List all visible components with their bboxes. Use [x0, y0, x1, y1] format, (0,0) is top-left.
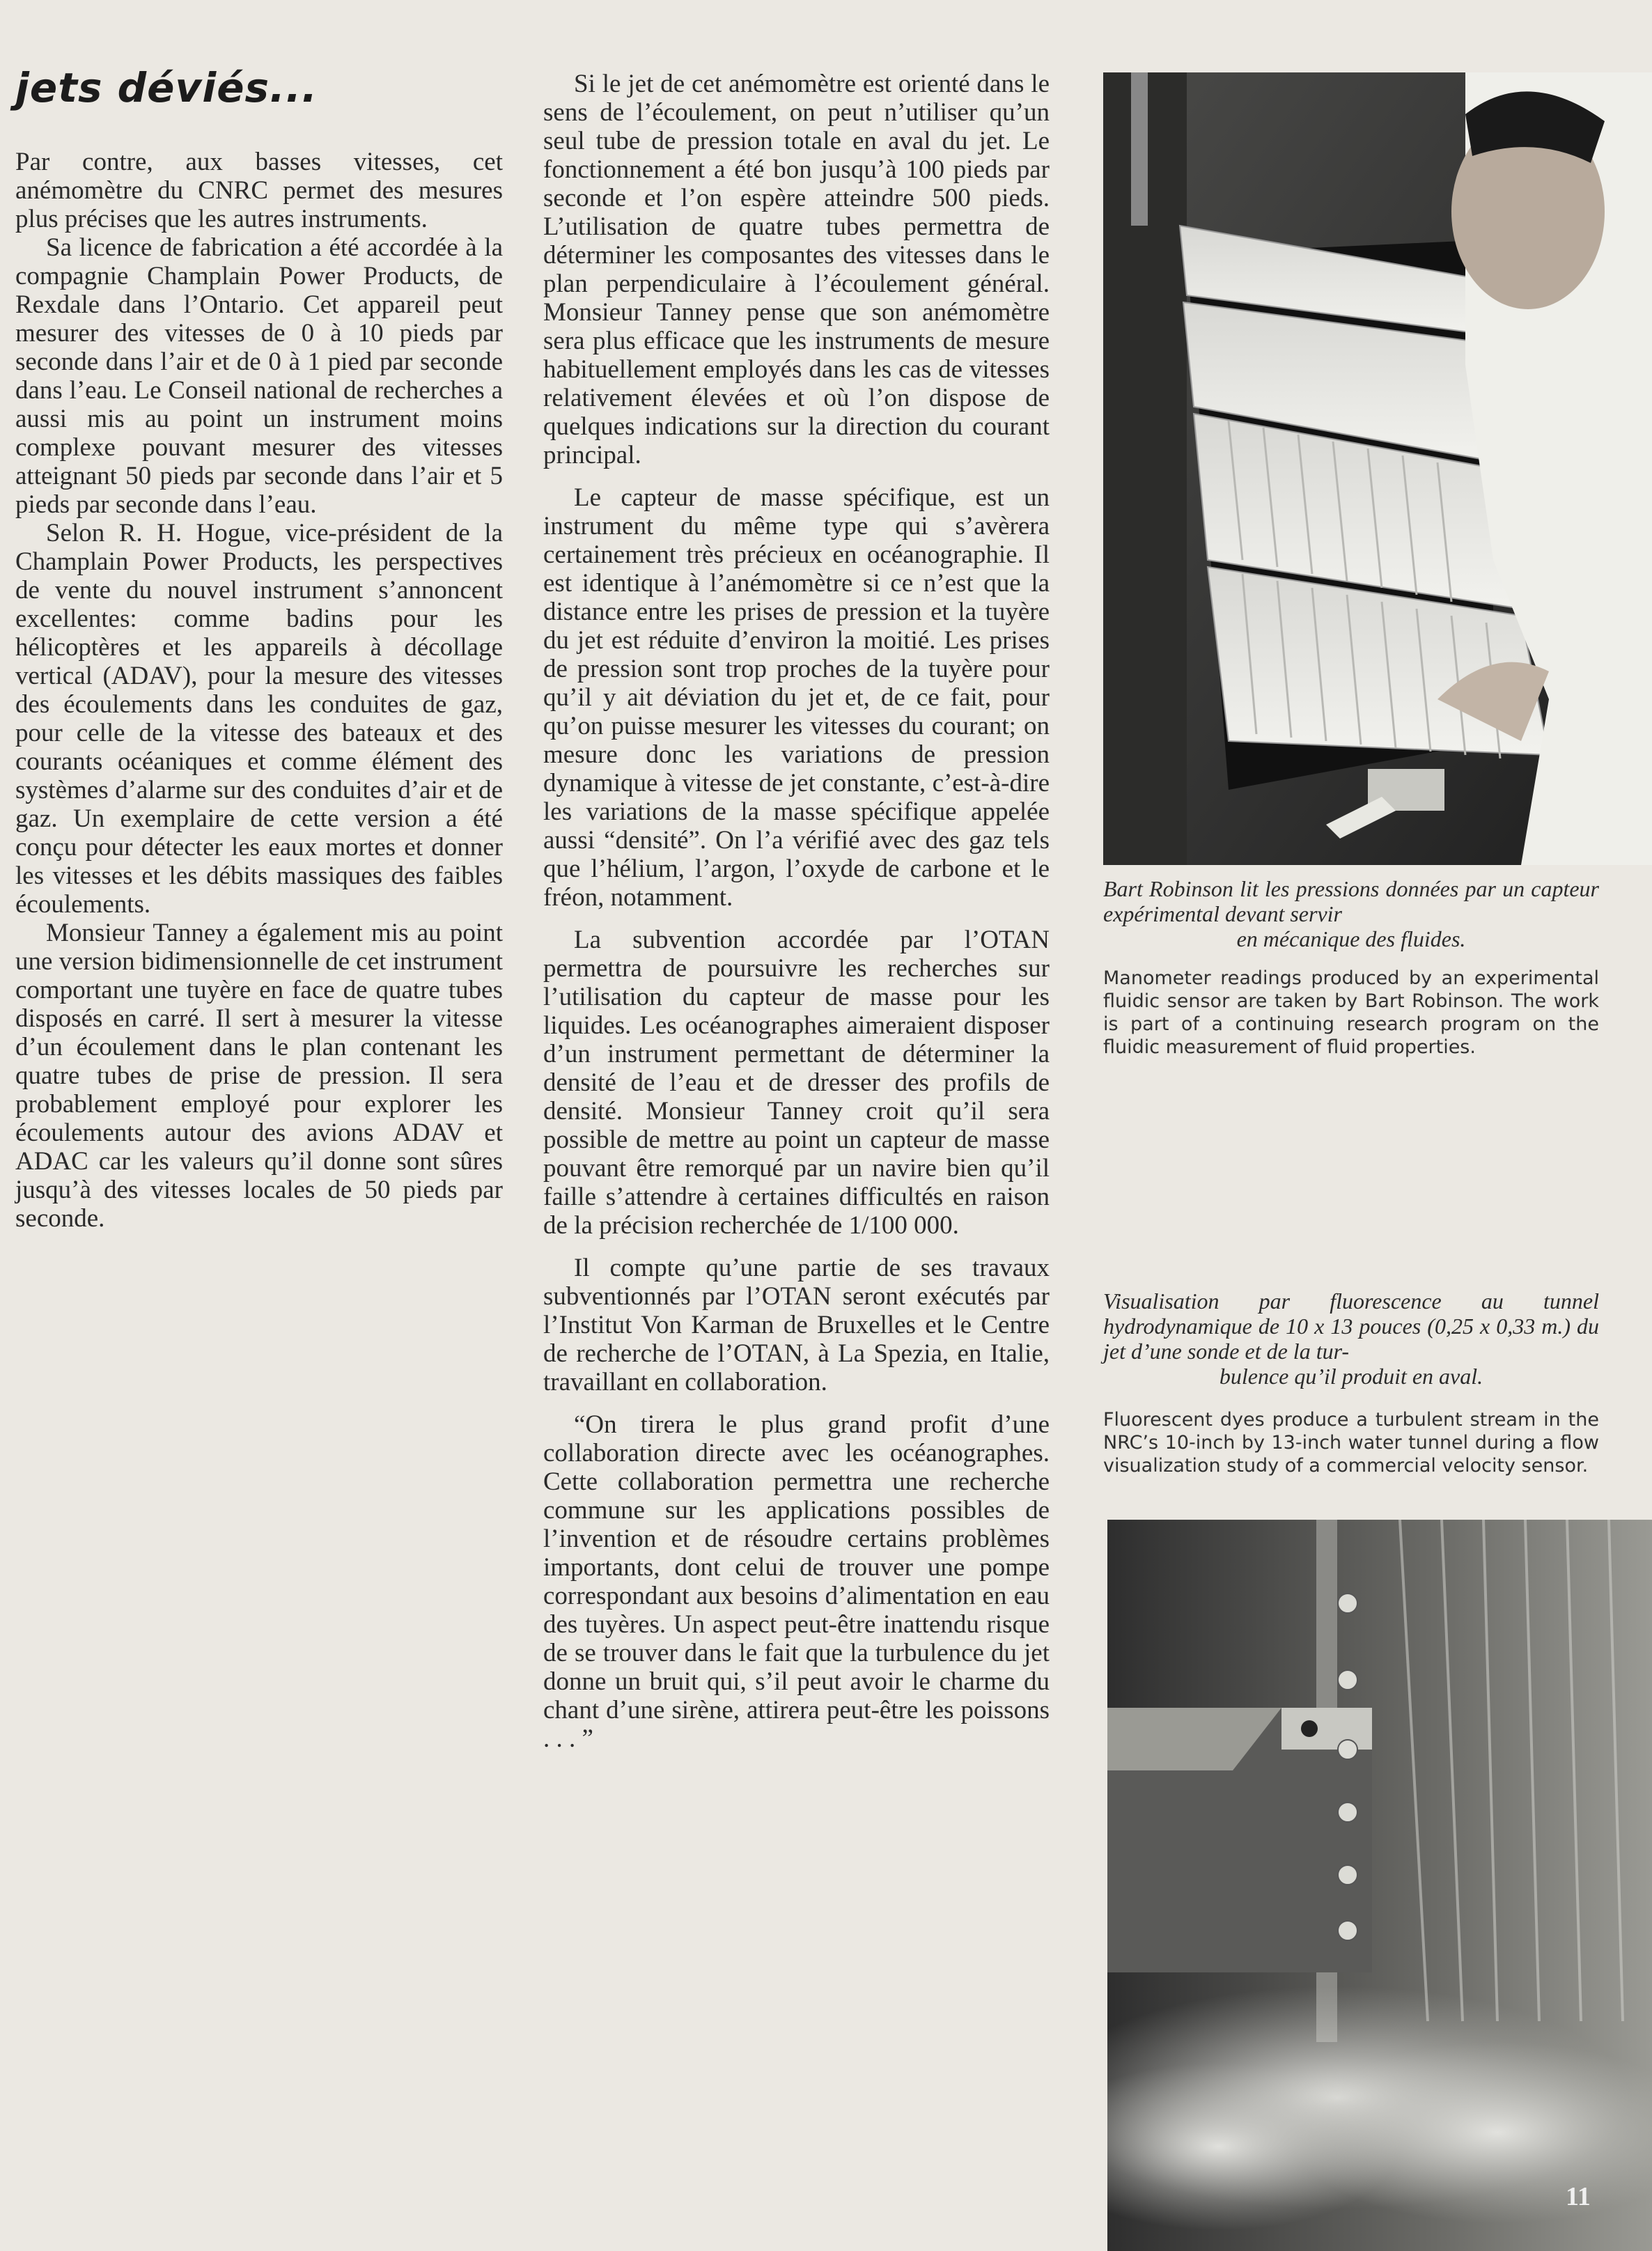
paragraph: Il compte qu’une partie de ses travaux subventionnés par l’OTAN seront exécutés par l’Institut Von Karman de Bruxelles et le Centre de recherche de l’OTAN, à La Spezia, en Italie, travaillant en collaboration.	[543, 1254, 1050, 1396]
water-tunnel-photo	[1107, 1520, 1652, 2251]
figure-1-caption-en: Manometer readings produced by an experimental fluidic sensor are taken by Bart Robinson. The work is part of a continuing research program on the fluidic measurement of fluid properties.	[1103, 967, 1599, 1058]
caption-text: Bart Robinson lit les pressions données par un capteur expérimental devant servir	[1103, 876, 1599, 926]
paragraph: La subvention accordée par l’OTAN permettra de poursuivre les recherches sur l’utilisation du capteur de masse pour les liquides. Les océanographes aimeraient disposer d’un instrument permettant de déterminer la densité de l’eau et de dresser des profils de densité. Monsieur Tanney croit qu’il sera possible de mettre au point un capteur de masse pouvant être remorqué par un navire bien qu’il faille s’attendre à certaines difficultés en raison de la précision recherchée de 1/100 000.	[543, 926, 1050, 1240]
paragraph: Sa licence de fabrication a été accordée à la compagnie Champlain Power Products, de Rexdale dans l’Ontario. Cet appareil peut mesurer des vitesses de 0 à 10 pieds par seconde dans l’air et de 0 à 1 pied par seconde dans l’eau. Le Conseil national de recherches a aussi mis au point un instrument moins complexe pouvant mesurer des vitesses atteignant 50 pieds par seconde dans l’air et 5 pieds par seconde dans l’eau.	[15, 233, 503, 519]
caption-text: en mécanique des fluides.	[1236, 926, 1466, 951]
middle-text-column	[543, 70, 1050, 1753]
paragraph: Selon R. H. Hogue, vice-président de la Champlain Power Products, les perspectives de vente du nouvel instrument s’annoncent excellentes: comme badins pour les hélicoptères et les appareils à décollage vertical (ADAV), pour la mesure des vitesses des écoulements dans les conduites de gaz, pour celle de la vitesse des bateaux et des courants océaniques et comme élément des systèmes d’alarme sur des conduites d’air et de gaz. Un exemplaire de cette version a été conçu pour détecter les eaux mortes et donner les vitesses et les débits massiques des faibles écoulements.	[15, 519, 503, 919]
figure-2-caption-en: Fluorescent dyes produce a turbulent stream in the NRC’s 10-inch by 13-inch water tunnel during a flow visualization study of a commercial velocity sensor.	[1103, 1409, 1599, 1477]
caption-text: bulence qu’il produit en aval.	[1219, 1364, 1483, 1389]
paragraph: Monsieur Tanney a également mis au point une version bidimensionnelle de cet instrument comportant une tuyère en face de quatre tubes disposés en carré. Il sert à mesurer la vitesse d’un écoulement dans le plan contenant les quatre tubes de prise de pression. Il sera probablement employé pour explorer les écoulements autour des avions ADAV et ADAC car les valeurs qu’il donne sont sûres jusqu’à des vitesses locales de 50 pieds par seconde.	[15, 919, 503, 1233]
manometer-photo	[1103, 72, 1652, 865]
caption-text: Visualisation par fluorescence au tunnel hydrodynamique de 10 x 13 pouces (0,25 x 0,33 m.) du jet d’une sonde et de la tur-	[1103, 1288, 1599, 1364]
figure-2-caption-fr	[1103, 1288, 1599, 1389]
left-text-column	[15, 148, 503, 1233]
paragraph: Si le jet de cet anémomètre est orienté dans le sens de l’écoulement, on peut n’utiliser qu’un seul tube de pression totale en aval du jet. Le fonctionnement a été bon jusqu’à 100 pieds par seconde et l’on espère atteindre 500 pieds. L’utilisation de quatre tubes permettra de déterminer les composantes des vitesses dans le plan perpendiculaire à l’écoulement général. Monsieur Tanney pense que son anémomètre sera plus efficace que les instruments de mesure habituellement employés dans les cas de vitesses relativement élevées et où l’on dispose de quelques indications sur la direction du courant principal.	[543, 70, 1050, 469]
paragraph: Le capteur de masse spécifique, est un instrument du même type qui s’avèrera certainement très précieux en océanographie. Il est identique à l’anémomètre si ce n’est que la distance entre les prises de pression et la tuyère du jet est réduite d’environ la moitié. Les prises de pression sont trop proches de la tuyère pour qu’il y ait déviation du jet et, de ce fait, pour qu’on puisse mesurer les vitesses du courant; on mesure donc les variations de pression dynamique à vitesse de jet constante, c’est-à-dire les variations de la masse spécifique appelée aussi “densité”. On l’a vérifié avec des gaz tels que l’hélium, l’argon, l’oxyde de carbone et le fréon, notamment.	[543, 483, 1050, 912]
page-number: 11	[1566, 2182, 1591, 2211]
paragraph: Par contre, aux basses vitesses, cet anémomètre du CNRC permet des mesures plus précises que les autres instruments.	[15, 148, 503, 233]
figure-1-caption-fr	[1103, 876, 1599, 951]
paragraph: “On tirera le plus grand profit d’une collaboration directe avec les océanographes. Cette collaboration permettra une recherche commune sur les applications possibles de l’invention et de résoudre certains problèmes importants, dont celui de trouver une pompe correspondant aux besoins d’alimentation en eau des tuyères. Un aspect peut-être inattendu risque de se trouver dans le fait que la turbulence du jet donne un bruit qui, s’il peut avoir le charme du chant d’une sirène, attirera peut-être les poissons . . . ”	[543, 1410, 1050, 1753]
article-headline: jets déviés...	[15, 64, 318, 111]
